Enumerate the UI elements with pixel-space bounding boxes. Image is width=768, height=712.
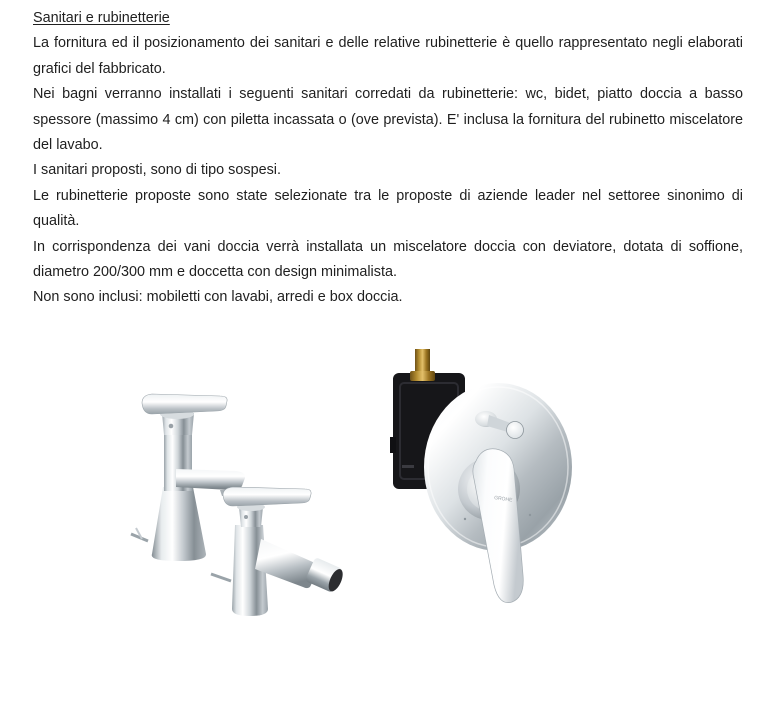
temp-dot xyxy=(169,424,174,429)
grohe-logo: GROHE xyxy=(493,495,513,504)
section-title: Sanitari e rubinetterie xyxy=(33,10,170,26)
shower-mixer-illustration xyxy=(390,349,588,617)
brass-pipe xyxy=(410,349,435,381)
plate-speck xyxy=(529,514,531,516)
paragraph-doccia: In corrispondenza dei vani doccia verrà installata un miscelatore doccia con deviatore, dotata di soffione, diametro 200/300 mm e doccetta con design minimalista. xyxy=(33,238,743,281)
paragraph-sospesi: I sanitari proposti, sono di tipo sospesi. xyxy=(33,162,281,179)
text-block xyxy=(33,6,743,311)
lever-handle xyxy=(142,394,227,414)
paragraph-rubinetterie: Le rubinetterie proposte sono state selezionate tra le proposte di aziende leader nel settoree sinonimo di qualità. xyxy=(33,187,743,230)
paragraph-bagni: Nei bagni verranno installati i seguenti sanitari corredati da rubinetterie: wc, bidet, piatto doccia a basso spessore (massimo 4 cm) con piletta incassata o (ove prevista). E' inclusa la fornitura del rubinetto miscelatore del lavabo. xyxy=(33,86,743,154)
paragraph-esclusioni: Non sono inclusi: mobiletti con lavabi, arredi e box doccia. xyxy=(33,289,403,306)
popup-rod xyxy=(131,528,148,541)
paragraph-fornitura: La fornitura ed il posizionamento dei sanitari e delle relative rubinetterie è quello rappresentato negli elaborati grafici del fabbricato. xyxy=(33,35,743,77)
bidet-mixer-illustration xyxy=(191,481,345,626)
lever-handle xyxy=(223,487,311,506)
popup-rod xyxy=(211,574,231,581)
plate-speck xyxy=(464,518,466,520)
bidet-mixer-photo xyxy=(191,481,345,626)
temp-dot xyxy=(244,515,248,519)
shower-mixer-photo xyxy=(390,349,588,617)
